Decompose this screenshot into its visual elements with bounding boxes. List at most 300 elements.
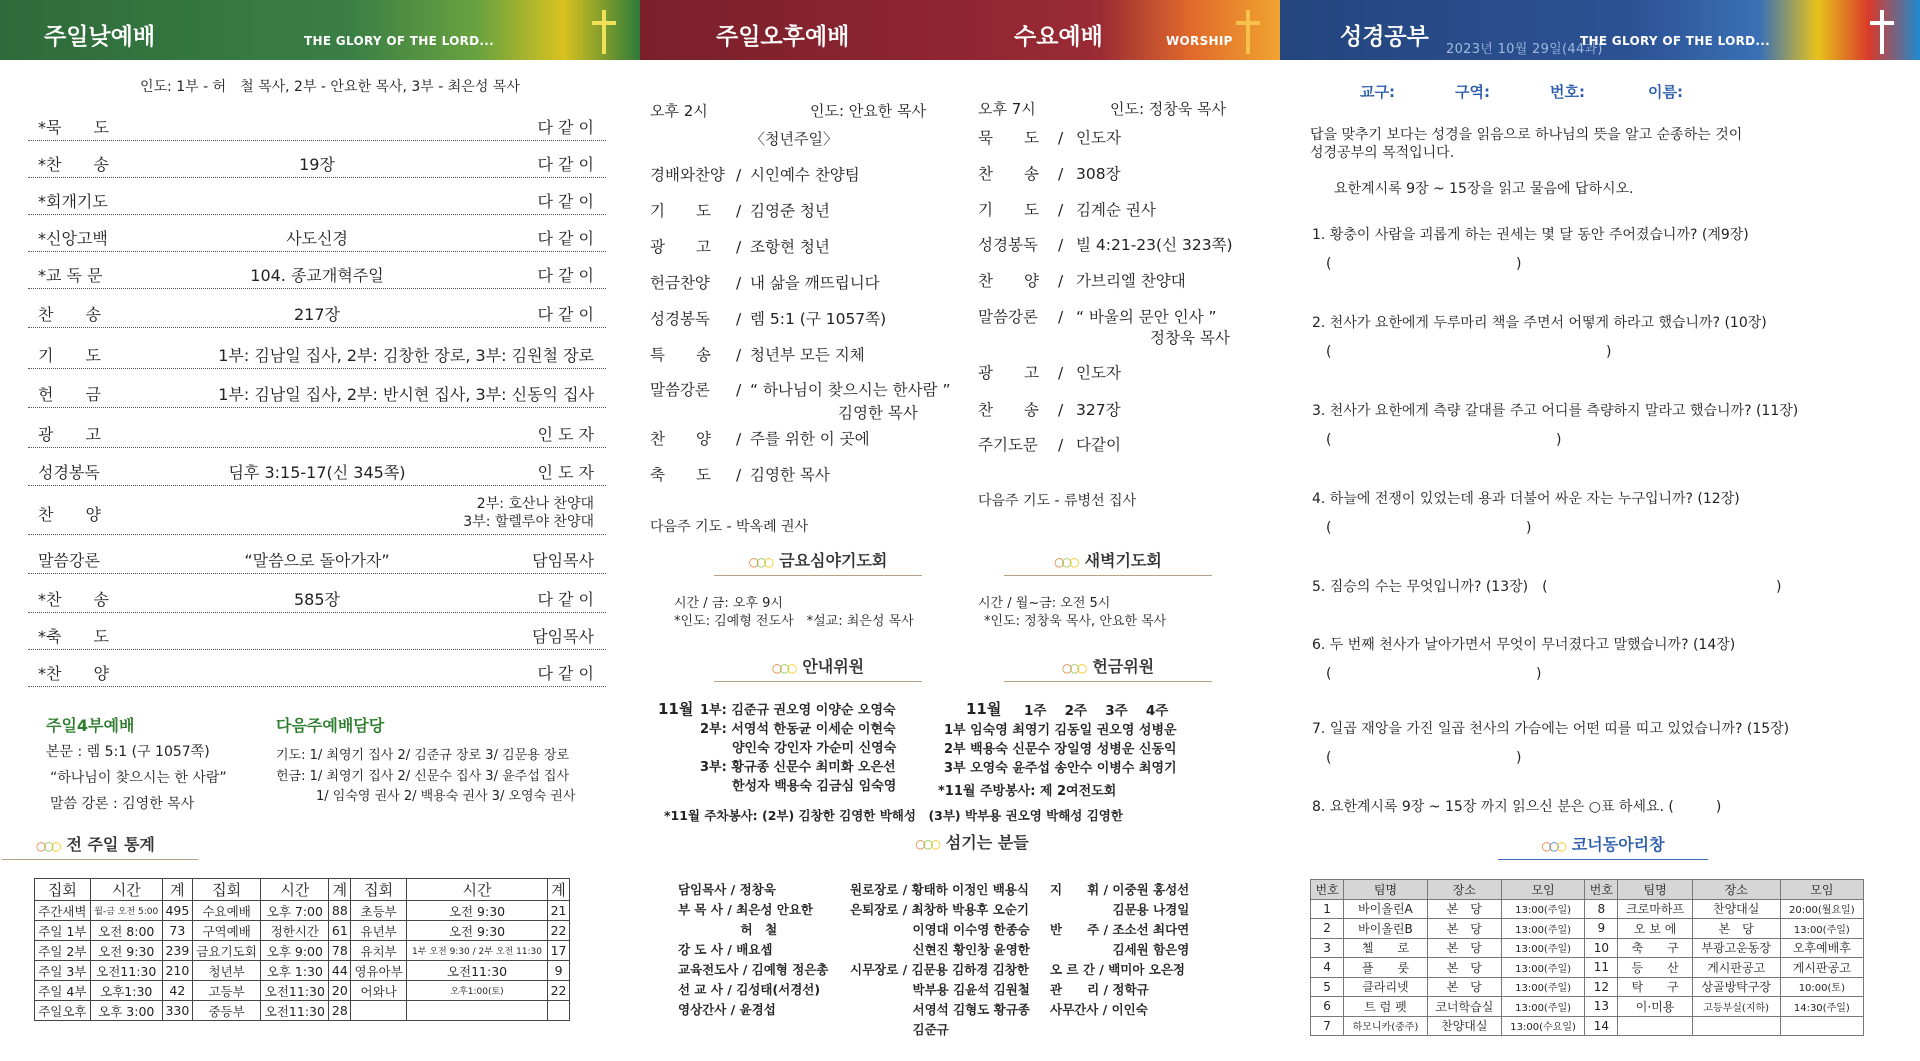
answer-close-paren: ) (1556, 432, 1562, 448)
clubs-cell: 3 (1311, 938, 1344, 958)
stats-cell: 유치부 (351, 941, 407, 961)
server-row: 교육전도사 / 김예형 정은총 (678, 962, 829, 977)
service-leader: 2부: 호산나 찬양대 (476, 496, 594, 512)
nextweek-offering: 헌금: 1/ 최영기 집사 2/ 신문수 집사 3/ 윤주섭 집사 (276, 769, 570, 784)
service-row (28, 576, 606, 613)
answer-close-paren: ) (1526, 520, 1532, 536)
friday-leaders: *인도: 김예형 전도사 *설교: 최은성 목사 (674, 614, 914, 629)
clubs-cell: 바이올린A (1344, 899, 1427, 919)
header-title: 주일오후예배 (716, 24, 850, 50)
header-subtitle: THE GLORY OF THE LORD... (1580, 34, 1771, 48)
stats-cell: 61 (329, 921, 351, 941)
server-row: 부 목 사 / 최은성 안요한 (678, 902, 813, 917)
clubs-table (1310, 879, 1864, 1036)
wednesday-value: 김계순 권사 (1076, 201, 1156, 219)
stats-row (35, 921, 570, 941)
stats-cell: 오전11:30 (90, 961, 162, 981)
server-row: 사무간사 / 이인숙 (1050, 1002, 1148, 1017)
stats-cell: 중등부 (192, 1001, 260, 1021)
afternoon-slash: / (736, 202, 742, 220)
stats-row (35, 879, 570, 901)
intro-line-2: 성경공부의 목적입니다. (1310, 145, 1455, 161)
nextweek-offering-2: 1/ 임숙영 권사 2/ 백용숙 권사 3/ 오영숙 권사 (316, 789, 576, 804)
question: 7. 일곱 재앙을 가진 일곱 천사의 가슴에는 어떤 띠를 띠고 있었습니까? (15장) (1312, 721, 1790, 737)
usher-row: 3부: 황규종 신문수 최미화 오은선 (700, 760, 896, 775)
service-leader: 담임목사 (532, 551, 594, 570)
wednesday-item: 찬 양 (978, 272, 1039, 290)
wednesday-leader: 인도: 정창욱 목사 (1110, 100, 1227, 118)
stats-cell: 주일 4부 (35, 981, 91, 1001)
answer-open-paren: ( (1326, 750, 1332, 766)
stats-cell: 17 (548, 941, 570, 961)
stats-cell: 오후1:30 (90, 981, 162, 1001)
header-title-wednesday: 수요예배 (1014, 24, 1103, 50)
stats-cell: 42 (162, 981, 192, 1001)
clubs-header-cell: 번호 (1311, 880, 1344, 900)
stats-cell: 주일 2부 (35, 941, 91, 961)
stats-cell: 정한시간 (261, 921, 329, 941)
wednesday-item: 기 도 (978, 201, 1039, 219)
afternoon-value: 김영한 목사 (750, 466, 830, 484)
clubs-header-cell: 모임 (1780, 880, 1863, 900)
service-leader: 다 같 이 (537, 118, 594, 137)
afternoon-item: 말씀강론 (650, 381, 710, 399)
stats-cell: 주일 1부 (35, 921, 91, 941)
stats-cell: 오후 9:00 (261, 941, 329, 961)
answer-open-paren: ( (1326, 520, 1332, 536)
server-row: 김문용 나경일 (1050, 902, 1190, 917)
stats-cell: 금요기도회 (192, 941, 260, 961)
question: 8. 요한계시록 9장 ~ 15장 까지 읽으신 분은 ○표 하세요. ( ) (1312, 799, 1722, 815)
wednesday-time: 오후 7시 (978, 100, 1036, 118)
ushers-heading: ○○○ 안내위원 (714, 654, 922, 682)
clubs-cell: 14:30(주일) (1780, 997, 1863, 1017)
stats-cell: 9 (548, 961, 570, 981)
stats-table (34, 878, 570, 1021)
service-item: 성경봉독 (38, 463, 100, 482)
clubs-cell: 상골방탁구장 (1692, 977, 1780, 997)
service-item: *축 도 (38, 627, 109, 646)
clubs-cell (1692, 1016, 1780, 1036)
stats-cell: 시간 (407, 879, 548, 901)
service-leader: 다 같 이 (537, 155, 594, 174)
service-row (28, 178, 606, 215)
server-row: 담임목사 / 정창욱 (678, 882, 776, 897)
question: 6. 두 번째 천사가 날아가면서 무엇이 무너졌다고 말했습니까? (14장) (1312, 637, 1736, 653)
wednesday-item: 말씀강론 (978, 308, 1038, 326)
clubs-cell: 10 (1585, 938, 1618, 958)
service-item: 찬 송 (38, 305, 101, 324)
wednesday-slash: / (1058, 272, 1064, 290)
stats-cell: 시간 (90, 879, 162, 901)
offering-row: 1부 임숙영 최영기 김동일 권오영 성병운 (944, 723, 1177, 738)
wednesday-item: 광 고 (978, 364, 1039, 382)
clubs-cell: 8 (1585, 899, 1618, 919)
clubs-cell: 이·미용 (1618, 997, 1692, 1017)
clubs-cell: 13:00(수요일) (1501, 1016, 1584, 1036)
service-item: *신앙고백 (38, 229, 108, 248)
wednesday-value: 빌 4:21-23(신 323쪽) (1076, 236, 1233, 254)
stats-cell: 초등부 (351, 901, 407, 921)
service-detail: “말씀으로 돌아가자” (244, 551, 390, 570)
stats-cell: 시간 (261, 879, 329, 901)
wednesday-value: 다같이 (1076, 436, 1121, 454)
wednesday-slash: / (1058, 201, 1064, 219)
service4-heading: 주일4부예배 (46, 716, 135, 735)
afternoon-slash: / (736, 466, 742, 484)
clubs-cell: 탁 구 (1618, 977, 1692, 997)
clubs-cell: 본 당 (1427, 938, 1501, 958)
afternoon-item: 기 도 (650, 202, 711, 220)
service-leader: 다 같 이 (537, 266, 594, 285)
stats-row (35, 981, 570, 1001)
clubs-header-cell: 장소 (1692, 880, 1780, 900)
clubs-cell: 본 당 (1427, 977, 1501, 997)
stats-cell: 구역예배 (192, 921, 260, 941)
afternoon-item: 찬 양 (650, 430, 711, 448)
stats-cell: 오후 1:30 (261, 961, 329, 981)
wednesday-value: “ 바울의 문안 인사 ” (1076, 308, 1217, 326)
stats-cell: 330 (162, 1001, 192, 1021)
service-leader-2: 3부: 할렐루야 찬양대 (463, 514, 594, 530)
wednesday-next-prayer: 다음주 기도 - 류병선 집사 (978, 493, 1137, 509)
afternoon-slash: / (736, 346, 742, 364)
service4-text: 본문 : 렘 5:1 (구 1057쪽) (46, 744, 210, 760)
service-leader: 다 같 이 (537, 664, 594, 683)
stats-cell (548, 1001, 570, 1021)
offering-row: 3부 오영숙 윤주섭 송안수 이병수 최영기 (944, 761, 1177, 776)
offering-cols: 1주 2주 3주 4주 (1024, 703, 1169, 719)
server-row: 오 르 간 / 백미아 오은정 (1050, 962, 1185, 977)
clubs-cell: 찬양대실 (1692, 899, 1780, 919)
stats-cell: 오전 9:30 (90, 941, 162, 961)
service-item: 기 도 (38, 346, 101, 365)
offering-month: 11월 (966, 700, 1002, 718)
header-subtitle: THE GLORY OF THE LORD... (304, 34, 495, 48)
clubs-cell: 본 당 (1427, 899, 1501, 919)
offering-heading: ○○○ 헌금위원 (1004, 654, 1212, 682)
afternoon-item: 헌금찬양 (650, 274, 710, 292)
stats-cell: 22 (548, 981, 570, 1001)
wednesday-item: 찬 송 (978, 165, 1039, 183)
usher-row: 양인숙 강인자 가순미 신영숙 (732, 741, 897, 756)
clubs-cell: 첼 로 (1344, 938, 1427, 958)
wednesday-slash: / (1058, 436, 1064, 454)
stats-cell: 계 (329, 879, 351, 901)
stats-cell: 오전 9:30 (407, 901, 548, 921)
clubs-cell: 부광고운동장 (1692, 938, 1780, 958)
clubs-row (1311, 938, 1864, 958)
dots-icon: ○○○ (36, 839, 59, 853)
clubs-cell: 9 (1585, 919, 1618, 939)
clubs-cell: 찬양대실 (1427, 1016, 1501, 1036)
usher-row: 2부: 서영석 한동균 이세순 이현숙 (700, 722, 896, 737)
question: 4. 하늘에 전쟁이 있었는데 용과 더불어 싸운 자는 누구입니까? (12장) (1312, 491, 1740, 507)
stats-cell: 집회 (351, 879, 407, 901)
clubs-cell: 크로마하프 (1618, 899, 1692, 919)
clubs-cell: 축 구 (1618, 938, 1692, 958)
service-leader: 다 같 이 (537, 590, 594, 609)
service-item: 찬 양 (38, 505, 101, 524)
stats-cell: 21 (548, 901, 570, 921)
answer-open-paren: ( (1326, 344, 1332, 360)
clubs-cell: 게시판공고 (1692, 958, 1780, 978)
answer-close-paren: ) (1776, 579, 1782, 595)
question: 2. 천사가 요한에게 두루마리 책을 주면서 어떻게 하라고 했습니까? (10장) (1312, 315, 1767, 331)
stats-cell: 오후1:00(토) (407, 981, 548, 1001)
clubs-cell (1618, 1016, 1692, 1036)
service-row (28, 291, 606, 328)
afternoon-value-2: 김영한 목사 (838, 404, 918, 422)
answer-open-paren: ( (1326, 256, 1332, 272)
stats-cell: 오전11:30 (261, 1001, 329, 1021)
wednesday-item: 찬 송 (978, 401, 1039, 419)
header-panel-afternoon (640, 0, 1280, 60)
service-leader: 다 같 이 (537, 305, 594, 324)
header-title: 성경공부 (1340, 24, 1429, 50)
afternoon-slash: / (736, 238, 742, 256)
answer-close-paren: ) (1516, 256, 1522, 272)
clubs-cell: 20:00(월요일) (1780, 899, 1863, 919)
stats-cell: 210 (162, 961, 192, 981)
afternoon-value: “ 하나님이 찾으시는 한사람 ” (750, 381, 951, 399)
clubs-row (1311, 919, 1864, 939)
clubs-cell: 13:00(주일) (1501, 899, 1584, 919)
answer-close-paren: ) (1536, 666, 1542, 682)
service-leader: 1부: 김남일 집사, 2부: 반시현 집사, 3부: 신동익 집사 (218, 385, 594, 404)
member-field: 번호: (1550, 83, 1585, 101)
afternoon-value: 내 삶을 깨뜨립니다 (750, 274, 880, 292)
service-leader: 담임목사 (532, 627, 594, 646)
clubs-cell: 본 당 (1427, 919, 1501, 939)
clubs-cell: 5 (1311, 977, 1344, 997)
afternoon-value: 청년부 모든 지체 (750, 346, 865, 364)
stats-row (35, 941, 570, 961)
clubs-cell: 트 럼 펫 (1344, 997, 1427, 1017)
service-item: *찬 송 (38, 155, 109, 174)
afternoon-time: 오후 2시 (650, 102, 708, 120)
clubs-cell: 플 룻 (1344, 958, 1427, 978)
clubs-header-row (1311, 880, 1864, 900)
service4-speaker: 말씀 강론 : 김영한 목사 (50, 796, 195, 812)
stats-cell: 239 (162, 941, 192, 961)
afternoon-item: 특 송 (650, 346, 711, 364)
question: 5. 짐승의 수는 무엇입니까? (13장) ( (1312, 579, 1548, 595)
clubs-row (1311, 899, 1864, 919)
instruction: 요한계시록 9장 ~ 15장을 읽고 물음에 답하시오. (1334, 181, 1634, 197)
server-row: 원로장로 / 황태하 이정인 백용식 (850, 882, 1029, 897)
dawn-heading: ○○○ 새벽기도회 (1004, 548, 1212, 576)
clubs-row (1311, 958, 1864, 978)
clubs-cell: 본 당 (1427, 958, 1501, 978)
usher-row: 한성자 백용숙 김금심 임숙영 (732, 779, 897, 794)
afternoon-item: 성경봉독 (650, 310, 710, 328)
service-item: *찬 송 (38, 590, 109, 609)
wednesday-slash: / (1058, 165, 1064, 183)
wednesday-value: 308장 (1076, 165, 1121, 183)
server-row: 서영석 김형도 황규종 (850, 1002, 1030, 1017)
stats-cell: 영유아부 (351, 961, 407, 981)
leaders-line: 인도: 1부 - 허 철 목사, 2부 - 안요한 목사, 3부 - 최은성 목사 (140, 79, 520, 95)
server-row: 김세원 함은영 (1050, 942, 1190, 957)
clubs-cell: 클라리넷 (1344, 977, 1427, 997)
stats-cell: 오후 3:00 (90, 1001, 162, 1021)
clubs-cell: 코너학습실 (1427, 997, 1501, 1017)
service-leader: 인 도 자 (537, 463, 594, 482)
clubs-cell: 오후예배후 (1780, 938, 1863, 958)
server-row: 지 휘 / 이중원 홍성선 (1050, 882, 1190, 897)
stats-cell: 주간새벽 (35, 901, 91, 921)
clubs-heading: ○○○ 코너동아리창 (1498, 832, 1708, 860)
stats-cell: 수요예배 (192, 901, 260, 921)
stats-cell: 집회 (192, 879, 260, 901)
usher-row: 1부: 김준규 권오영 이양순 오영숙 (700, 703, 896, 718)
service-row (28, 537, 606, 574)
server-row: 시무장로 / 김문용 김하경 김창한 (850, 962, 1029, 977)
clubs-cell: 게시판공고 (1780, 958, 1863, 978)
stats-row (35, 901, 570, 921)
clubs-cell: 본 당 (1692, 919, 1780, 939)
cross-icon (1234, 10, 1262, 54)
stats-cell: 오전11:30 (261, 981, 329, 1001)
stats-cell: 계 (548, 879, 570, 901)
clubs-header-cell: 팀명 (1618, 880, 1692, 900)
member-field: 이름: (1648, 83, 1683, 101)
stats-cell: 44 (329, 961, 351, 981)
afternoon-next-prayer: 다음주 기도 - 박옥례 권사 (650, 519, 809, 535)
stats-cell: 고등부 (192, 981, 260, 1001)
header-date: 2023년 10월 29일(44과) (1446, 42, 1603, 57)
answer-open-paren: ( (1326, 432, 1332, 448)
service-detail: 217장 (294, 305, 340, 324)
wednesday-slash: / (1058, 364, 1064, 382)
wednesday-value: 327장 (1076, 401, 1121, 419)
afternoon-leader: 인도: 안요한 목사 (810, 102, 927, 120)
stats-row (35, 961, 570, 981)
clubs-cell: 바이올린B (1344, 919, 1427, 939)
clubs-cell: 13:00(주일) (1501, 958, 1584, 978)
server-row: 영상간사 / 윤경섭 (678, 1002, 776, 1017)
afternoon-slash: / (736, 274, 742, 292)
service-leader: 1부: 김남일 집사, 2부: 김창한 장로, 3부: 김원철 장로 (218, 346, 594, 365)
wednesday-value: 인도자 (1076, 364, 1121, 382)
ushers-month: 11월 (658, 700, 694, 718)
cross-icon (1868, 10, 1896, 54)
nextweek-prayer: 기도: 1/ 최영기 집사 2/ 김준규 장로 3/ 김문용 장로 (276, 748, 570, 763)
header-panel-sunday (0, 0, 640, 60)
stats-cell: 유년부 (351, 921, 407, 941)
clubs-header-cell: 번호 (1585, 880, 1618, 900)
stats-cell: 20 (329, 981, 351, 1001)
wednesday-value: 인도자 (1076, 129, 1121, 147)
stats-row (35, 1001, 570, 1021)
wednesday-item: 주기도문 (978, 436, 1038, 454)
offering-row: 2부 백용숙 신문수 장일영 성병운 신동익 (944, 742, 1177, 757)
service-row (28, 332, 606, 369)
afternoon-theme: 〈청년주일〉 (750, 130, 838, 148)
wednesday-slash: / (1058, 129, 1064, 147)
clubs-cell: 등 산 (1618, 958, 1692, 978)
parking-note: *11월 주차봉사: (2부) 김창한 김영한 박해성 (3부) 박부용 권오영 박해성 김영한 (664, 808, 1123, 823)
service-detail: 19장 (299, 155, 335, 174)
server-row: 관 리 / 정학규 (1050, 982, 1149, 997)
server-row: 선 교 사 / 김성태(서경선) (678, 982, 821, 997)
server-row: 반 주 / 조소선 최다연 (1050, 922, 1190, 937)
question: 1. 황충이 사람을 괴롭게 하는 권세는 몇 달 동안 주어졌습니까? (계9장) (1312, 227, 1749, 243)
service-row (28, 491, 606, 535)
wednesday-slash: / (1058, 401, 1064, 419)
clubs-cell: 13:00(주일) (1501, 977, 1584, 997)
clubs-cell: 하모니카(중주) (1344, 1016, 1427, 1036)
clubs-cell: 2 (1311, 919, 1344, 939)
clubs-row (1311, 1016, 1864, 1036)
intro-line-1: 답을 맞추기 보다는 성경을 읽음으로 하나님의 뜻을 알고 순종하는 것이 (1310, 127, 1743, 143)
server-row: 은퇴장로 / 최창하 박용후 오순기 (850, 902, 1029, 917)
service-detail: 딤후 3:15-17(신 345쪽) (228, 463, 406, 482)
stats-cell: 주일오후 (35, 1001, 91, 1021)
server-row: 김준규 (850, 1022, 949, 1037)
stats-cell (351, 1001, 407, 1021)
servers-heading: ○○○ 섬기는 분들 (915, 833, 1029, 852)
service-row (28, 215, 606, 252)
answer-close-paren: ) (1606, 344, 1612, 360)
service-row (28, 252, 606, 289)
wednesday-item: 묵 도 (978, 129, 1039, 147)
clubs-cell (1780, 1016, 1863, 1036)
dawn-leaders: *인도: 정창욱 목사, 안요한 목사 (984, 614, 1167, 629)
afternoon-value: 렘 5:1 (구 1057쪽) (750, 310, 887, 328)
afternoon-value: 김영준 청년 (750, 202, 830, 220)
clubs-cell: 13:00(주일) (1780, 919, 1863, 939)
clubs-header-cell: 장소 (1427, 880, 1501, 900)
stats-cell: 오전11:30 (407, 961, 548, 981)
friday-time: 시간 / 금: 오후 9시 (674, 596, 783, 611)
stats-cell: 집회 (35, 879, 91, 901)
clubs-cell: 13:00(주일) (1501, 938, 1584, 958)
clubs-row (1311, 997, 1864, 1017)
wednesday-slash: / (1058, 236, 1064, 254)
clubs-cell: 11 (1585, 958, 1618, 978)
service-item: *찬 양 (38, 664, 109, 683)
stats-cell: 22 (548, 921, 570, 941)
clubs-header-cell: 모임 (1501, 880, 1584, 900)
stats-cell: 28 (329, 1001, 351, 1021)
clubs-header-cell: 팀명 (1344, 880, 1427, 900)
wednesday-item: 성경봉독 (978, 236, 1038, 254)
clubs-cell: 6 (1311, 997, 1344, 1017)
service-row (28, 613, 606, 650)
wednesday-value-2: 정창욱 목사 (1150, 329, 1230, 347)
afternoon-item: 경배와찬양 (650, 166, 725, 184)
service-item: 헌 금 (38, 385, 101, 404)
stats-cell: 청년부 (192, 961, 260, 981)
service-row (28, 371, 606, 408)
service-item: *교 독 문 (38, 266, 103, 285)
afternoon-slash: / (736, 430, 742, 448)
header-subtitle: WORSHIP (1166, 34, 1233, 48)
service-leader: 다 같 이 (537, 229, 594, 248)
wednesday-value: 가브리엘 찬양대 (1076, 272, 1186, 290)
header-panel-bible (1280, 0, 1920, 60)
service-row (28, 141, 606, 178)
afternoon-item: 광 고 (650, 238, 711, 256)
service-row (28, 650, 606, 687)
service-row (28, 449, 606, 486)
stats-cell: 주일 3부 (35, 961, 91, 981)
service-item: *회개기도 (38, 192, 108, 211)
stats-cell: 오후 7:00 (261, 901, 329, 921)
afternoon-slash: / (736, 310, 742, 328)
